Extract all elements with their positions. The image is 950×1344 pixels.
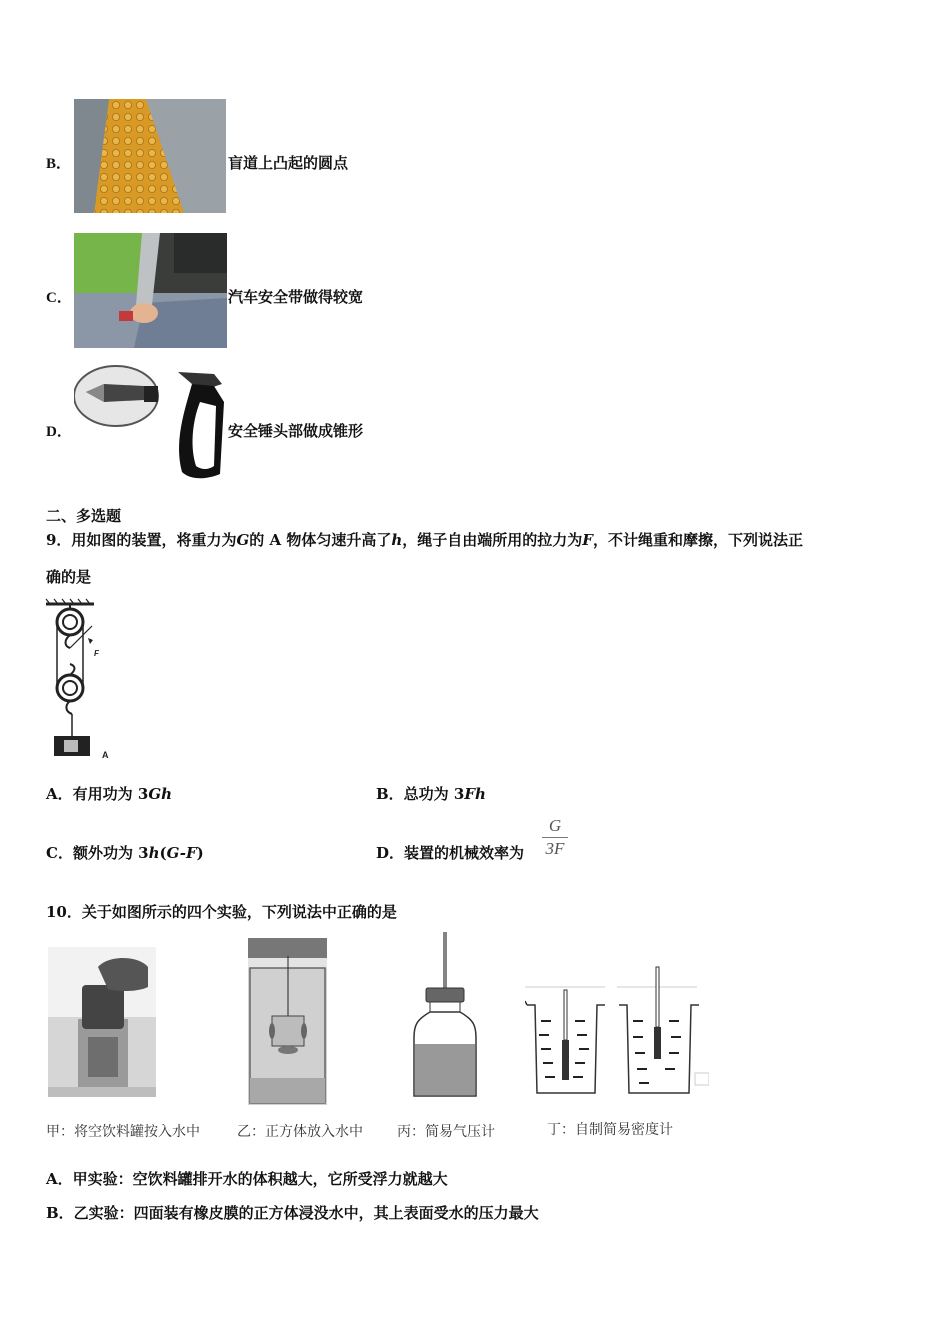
safety-hammer-image <box>74 362 226 482</box>
fraction-bar <box>542 837 568 838</box>
fraction-denominator: 3F <box>545 839 565 858</box>
fraction-numerator: G <box>548 816 562 835</box>
pulley-system-figure <box>44 598 116 760</box>
q10-option-b: B．乙实验：四面装有橡皮膜的正方体浸没水中，其上表面受水的压力最大 <box>46 1204 539 1222</box>
densimeter-beakers-figure <box>525 965 709 1097</box>
q10-option-a: A．甲实验：空饮料罐排开水的体积越大，它所受浮力就越大 <box>46 1170 448 1188</box>
caption-jia: 甲：将空饮料罐按入水中 <box>46 1124 200 1140</box>
object-label: A <box>102 750 109 760</box>
q9-option-d: D．装置的机械效率为 <box>376 844 525 862</box>
q9-option-a: A．有用功为 3Gh <box>46 785 173 803</box>
option-b-letter: B． <box>46 156 72 172</box>
option-c-letter: C． <box>46 290 72 306</box>
option-c-text: 汽车安全带做得较宽 <box>228 288 364 306</box>
option-d-letter: D． <box>46 424 72 440</box>
tactile-paving-photo <box>74 99 226 213</box>
caption-ding: 丁：自制简易密度计 <box>547 1122 673 1138</box>
q10-stem: 10．关于如图所示的四个实验，下列说法中正确的是 <box>46 903 397 921</box>
option-d-text: 安全锤头部做成锥形 <box>228 422 364 440</box>
q9-stem-line1: 9．用如图的装置，将重力为G的 A 物体匀速升高了h，绳子自由端所用的拉力为F，不计绳重和摩擦，下列说法正 <box>46 531 803 549</box>
can-in-water-photo <box>48 947 156 1097</box>
seatbelt-photo <box>74 233 227 348</box>
caption-bing: 丙：简易气压计 <box>397 1124 495 1140</box>
cube-in-water-photo <box>248 938 327 1105</box>
barometer-bottle-figure <box>410 930 480 1100</box>
q9-stem-line2: 确的是 <box>46 568 92 586</box>
efficiency-fraction <box>540 816 570 859</box>
force-label: F <box>94 649 99 658</box>
option-b-text: 盲道上凸起的圆点 <box>228 154 349 172</box>
q9-option-b: B．总功为 3Fh <box>376 785 486 803</box>
section-title: 二、多选题 <box>46 507 122 525</box>
caption-yi: 乙：正方体放入水中 <box>237 1124 363 1140</box>
q9-option-c: C．额外功为 3h(G-F) <box>46 844 204 862</box>
